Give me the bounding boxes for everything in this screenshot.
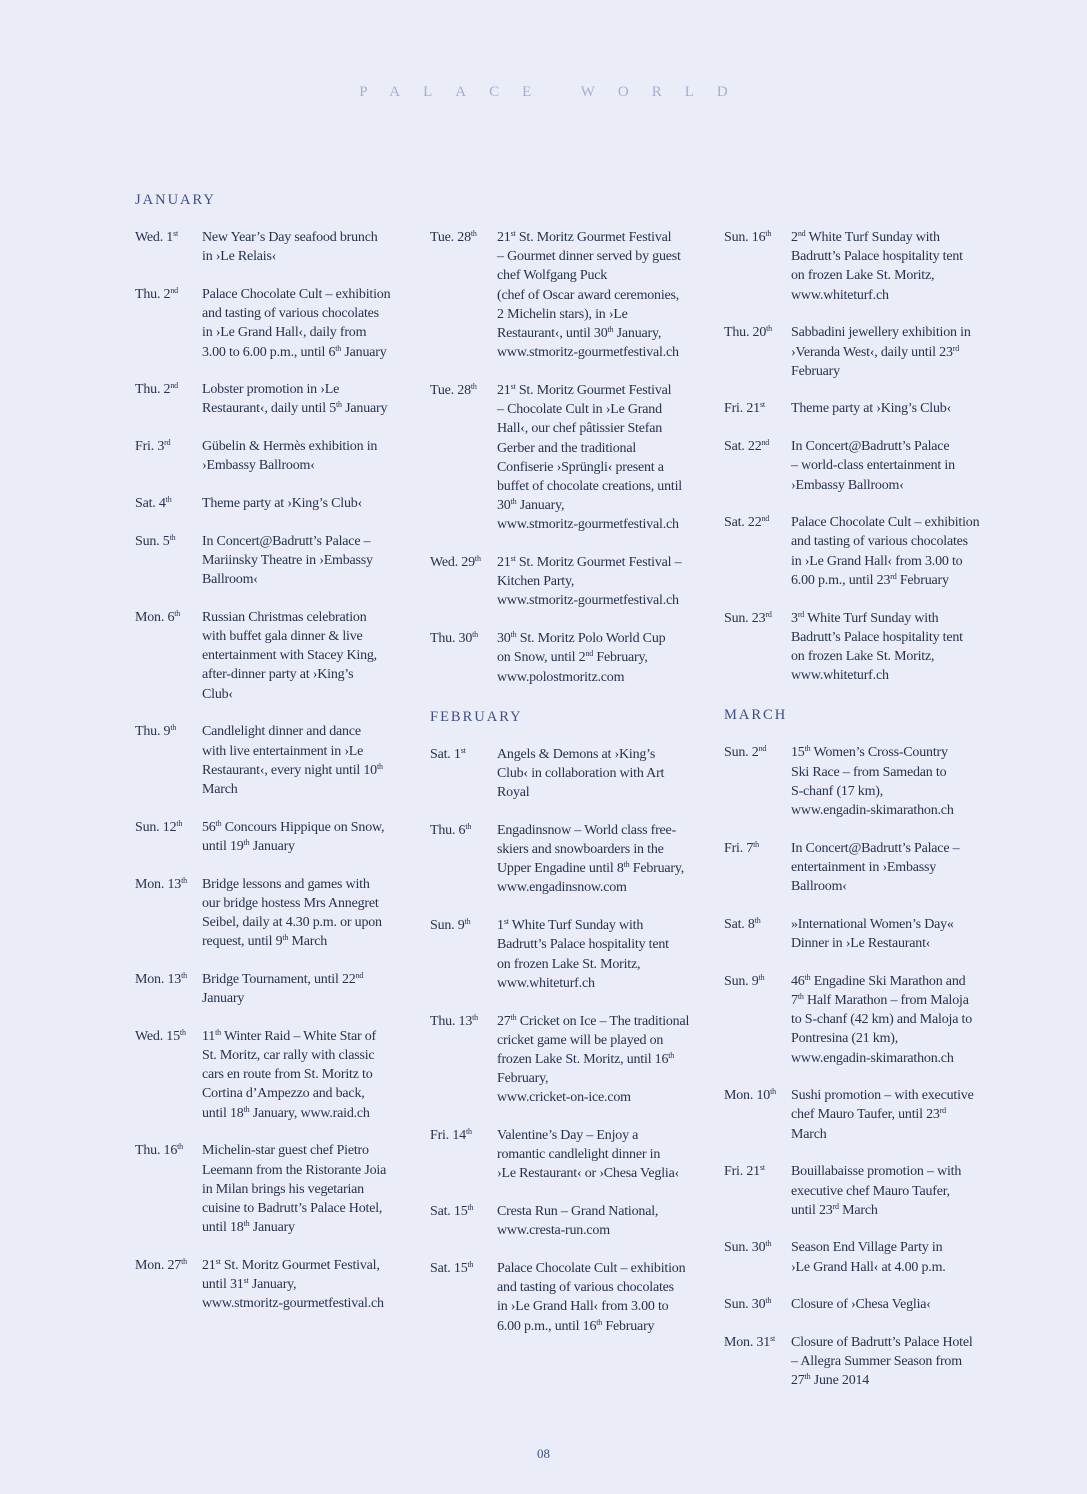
event-line: our bridge hostess Mrs Annegret (202, 895, 379, 911)
event-line: and tasting of various chocolates (497, 1280, 674, 1296)
event-entry (724, 1333, 1014, 1391)
event-line: 3.00 to 6.00 p.m., until 6th January (202, 343, 387, 360)
event-line: – world-class entertainment in (791, 458, 955, 474)
event-line: cars en route from St. Moritz to (202, 1067, 373, 1083)
event-description (202, 437, 420, 475)
event-description (497, 228, 715, 362)
event-line: frozen Lake St. Moritz, until 16th (497, 1050, 675, 1067)
event-line: Cortina d’Ampezzo and back, (202, 1086, 365, 1102)
event-line: ›Embassy Ballroom‹ (202, 458, 315, 474)
event-line: Candlelight dinner and dance (202, 724, 361, 740)
event-line: March (202, 781, 238, 797)
event-entry (724, 1086, 1014, 1144)
event-date: Wed. 29th (430, 554, 481, 571)
event-date: Sat. 22nd (724, 514, 770, 531)
event-line: Badrutt’s Palace hospitality tent (791, 249, 963, 265)
event-entry (724, 1238, 1014, 1276)
event-date: Sat. 8th (724, 915, 761, 932)
event-description (202, 608, 420, 704)
event-entry (135, 608, 420, 704)
event-entry (724, 743, 1014, 820)
event-line: until 31st January, (202, 1276, 297, 1293)
event-line: entertainment in ›Embassy (791, 859, 937, 875)
event-date: Tue. 28th (430, 229, 477, 245)
event-line: Club‹ (202, 686, 233, 702)
event-line: Ballroom‹ (202, 572, 258, 588)
event-date: Wed. 15th (135, 1027, 186, 1044)
event-line: and tasting of various chocolates (791, 534, 968, 550)
event-line: Palace Chocolate Cult – exhibition (791, 515, 980, 531)
event-date: Mon. 13th (135, 875, 187, 892)
event-line: St. Moritz, car rally with classic (202, 1048, 375, 1063)
event-date: Fri. 14th (430, 1127, 472, 1144)
event-description (497, 1259, 715, 1336)
event-line: ›Le Grand Hall‹ at 4.00 p.m. (791, 1259, 946, 1275)
event-line: www.engadinsnow.com (497, 880, 627, 896)
event-description (202, 285, 420, 362)
event-line: Badrutt’s Palace hospitality tent (791, 629, 963, 645)
event-line: Cresta Run – Grand National, (497, 1204, 659, 1220)
event-line: 7th Half Marathon – from Maloja (791, 991, 969, 1008)
event-line: Pontresina (21 km), (791, 1031, 899, 1047)
event-line: request, until 9th March (202, 933, 328, 950)
event-line: – Chocolate Cult in ›Le Grand (497, 402, 662, 418)
event-line: in Milan brings his vegetarian (202, 1181, 364, 1197)
event-date: Sat. 22nd (724, 438, 770, 455)
event-line: to S-chanf (42 km) and Maloja to (791, 1012, 973, 1028)
event-line: – Gourmet dinner served by guest (497, 249, 681, 265)
event-date: Sat. 1st (430, 745, 466, 762)
event-line: www.stmoritz-gourmetfestival.ch (497, 345, 679, 361)
event-entry (430, 916, 715, 993)
event-entry (430, 821, 715, 898)
event-line: until 23rd March (791, 1201, 878, 1218)
event-description (791, 1162, 1014, 1220)
event-line: February, (497, 1071, 549, 1087)
event-line: Theme party at ›King’s Club‹ (791, 401, 952, 417)
event-line: ›Embassy Ballroom‹ (791, 477, 904, 493)
event-date: Sun. 16th (724, 229, 772, 245)
event-date: Thu. 20th (724, 324, 772, 341)
event-date: Fri. 3rd (135, 438, 171, 455)
event-line: 46th Engadine Ski Marathon and (791, 972, 966, 989)
event-line: 21st St. Moritz Gourmet Festival (497, 381, 672, 398)
event-entry (135, 818, 420, 856)
event-entry (724, 915, 1014, 953)
event-description (497, 821, 715, 898)
event-entry (135, 228, 420, 266)
event-description (791, 839, 1014, 897)
event-line: on frozen Lake St. Moritz, (497, 956, 641, 972)
event-line: Confiserie ›Sprüngli‹ present a (497, 459, 664, 475)
event-entry (430, 228, 715, 362)
event-description (497, 1202, 715, 1240)
event-description (202, 875, 420, 952)
event-description (202, 722, 420, 799)
event-date: Mon. 10th (724, 1087, 776, 1104)
event-description (497, 381, 715, 535)
event-entry (135, 1141, 420, 1237)
event-line: Valentine’s Day – Enjoy a (497, 1128, 639, 1144)
event-entry (724, 972, 1014, 1068)
event-date: Fri. 7th (724, 839, 759, 856)
event-line: in ›Le Relais‹ (202, 249, 277, 265)
event-line: »International Women’s Day« (791, 916, 954, 932)
event-line: until 19th January (202, 837, 295, 854)
event-line: 30th St. Moritz Polo World Cup (497, 630, 666, 647)
event-line: Season End Village Party in (791, 1240, 943, 1256)
event-line: and tasting of various chocolates (202, 306, 379, 322)
event-description (497, 916, 715, 993)
event-description (202, 228, 420, 266)
event-date: Thu. 30th (430, 630, 478, 647)
event-entry (135, 970, 420, 1008)
event-line: Theme party at ›King’s Club‹ (202, 496, 363, 512)
event-description (791, 228, 1014, 305)
event-line: 15th Women’s Cross-Country (791, 744, 948, 761)
event-description (791, 1238, 1014, 1276)
event-entry (724, 228, 1014, 305)
event-line: Ballroom‹ (791, 879, 847, 895)
event-line: in ›Le Grand Hall‹, daily from (202, 325, 367, 341)
event-line: in ›Le Grand Hall‹ from 3.00 to (791, 553, 963, 569)
month-heading: JANUARY (135, 192, 216, 208)
event-line: www.cresta-run.com (497, 1223, 610, 1239)
event-line: Closure of Badrutt’s Palace Hotel (791, 1335, 973, 1351)
events-column-3 (724, 190, 1014, 1409)
event-line: entertainment with Stacey King, (202, 648, 377, 664)
event-line: 6.00 p.m., until 16th February (497, 1317, 655, 1334)
event-entry (724, 437, 1014, 495)
event-line: Club‹ in collaboration with Art (497, 765, 665, 781)
event-line: Engadinsnow – World class free- (497, 822, 677, 838)
event-entry (724, 1295, 1014, 1314)
event-date: Thu. 6th (430, 821, 472, 838)
event-line: Hall‹, our chef pâtissier Stefan (497, 421, 663, 437)
event-line: 27th Cricket on Ice – The traditional (497, 1012, 690, 1029)
event-entry (724, 323, 1014, 381)
event-line: ›Veranda West‹, daily until 23rd (791, 343, 960, 360)
events-column-2 (430, 190, 715, 1354)
event-line: 2nd White Turf Sunday with (791, 229, 940, 245)
event-line: after-dinner party at ›King’s (202, 667, 354, 683)
event-entry (724, 839, 1014, 897)
event-date: Sun. 30th (724, 1239, 772, 1256)
event-entry (430, 381, 715, 535)
event-line: – Allegra Summer Season from (791, 1354, 962, 1370)
event-line: www.engadin-skimarathon.ch (791, 1050, 954, 1066)
event-line: Dinner in ›Le Restaurant‹ (791, 935, 931, 951)
event-line: S-chanf (17 km), (791, 783, 884, 799)
event-line: with buffet gala dinner & live (202, 629, 363, 645)
event-date: Sun. 5th (135, 532, 176, 549)
event-line: ›Le Restaurant‹ or ›Chesa Veglia‹ (497, 1166, 680, 1182)
event-entry (135, 380, 420, 418)
event-date: Mon. 31st (724, 1334, 775, 1351)
event-line: Bridge lessons and games with (202, 876, 370, 892)
event-line: Closure of ›Chesa Veglia‹ (791, 1297, 931, 1313)
event-line: January (202, 991, 245, 1007)
event-entry (135, 532, 420, 590)
event-entry (430, 629, 715, 687)
event-entry (724, 513, 1014, 590)
event-date: Thu. 16th (135, 1142, 183, 1159)
event-date: Mon. 6th (135, 608, 181, 625)
event-line: executive chef Mauro Taufer, (791, 1183, 950, 1199)
event-description (202, 1141, 420, 1237)
event-line: 3rd White Turf Sunday with (791, 609, 939, 626)
event-description (202, 532, 420, 590)
event-line: Seibel, daily at 4.30 p.m. or upon (202, 914, 382, 930)
event-line: on frozen Lake St. Moritz, (791, 648, 935, 664)
event-entry (135, 285, 420, 362)
event-line: Restaurant‹, until 30th January, (497, 325, 662, 342)
event-date: Sat. 15th (430, 1260, 474, 1277)
event-description (791, 915, 1014, 953)
event-description (791, 1333, 1014, 1391)
event-description (791, 609, 1014, 686)
event-description (202, 380, 420, 418)
event-line: skiers and snowboarders in the (497, 842, 664, 858)
event-description (791, 743, 1014, 820)
event-line: Restaurant‹, daily until 5th January (202, 400, 388, 417)
event-date: Mon. 13th (135, 970, 187, 987)
event-line: Bridge Tournament, until 22nd (202, 970, 364, 987)
event-date: Thu. 13th (430, 1012, 478, 1029)
event-line: Angels & Demons at ›King’s (497, 746, 656, 762)
event-entry (135, 722, 420, 799)
event-entry (430, 1012, 715, 1108)
event-line: until 18th January (202, 1219, 295, 1236)
event-description (791, 1086, 1014, 1144)
event-date: Thu. 9th (135, 723, 177, 740)
event-line: cricket game will be played on (497, 1032, 664, 1048)
event-line: New Year’s Day seafood brunch (202, 230, 378, 245)
page-header-title: PALACE WORLD (359, 84, 751, 100)
event-line: www.polostmoritz.com (497, 669, 625, 685)
event-description (791, 972, 1014, 1068)
event-line: on Snow, until 2nd February, (497, 649, 648, 666)
month-heading: MARCH (724, 707, 788, 724)
event-description (791, 399, 1014, 418)
event-line: www.stmoritz-gourmetfestival.ch (202, 1296, 384, 1312)
event-entry (135, 1027, 420, 1123)
event-line: 11th Winter Raid – White Star of (202, 1027, 376, 1044)
event-line: Kitchen Party, (497, 574, 575, 590)
event-line: cuisine to Badrutt’s Palace Hotel, (202, 1200, 383, 1216)
events-column-1 (135, 190, 420, 1332)
event-date: Thu. 2nd (135, 381, 178, 398)
event-description (202, 494, 420, 513)
event-line: 30th January, (497, 497, 565, 514)
event-date: Sun. 9th (724, 972, 765, 989)
event-description (791, 323, 1014, 381)
event-date: Wed. 1st (135, 229, 179, 245)
event-line: 6.00 p.m., until 23rd February (791, 571, 949, 588)
event-line: www.cricket-on-ice.com (497, 1090, 631, 1106)
event-entry (135, 494, 420, 513)
month-spacer (724, 190, 1014, 228)
event-line: March (791, 1126, 827, 1142)
event-entry (135, 437, 420, 475)
event-line: romantic candlelight dinner in (497, 1147, 661, 1163)
event-entry (430, 745, 715, 803)
event-line: In Concert@Badrutt’s Palace – (791, 840, 960, 856)
event-entry (430, 1259, 715, 1336)
event-entry (430, 553, 715, 611)
event-description (497, 745, 715, 803)
event-line: on frozen Lake St. Moritz, (791, 268, 935, 284)
event-line: Gübelin & Hermès exhibition in (202, 439, 378, 455)
event-line: buffet of chocolate creations, until (497, 478, 682, 494)
event-line: Mariinsky Theatre in ›Embassy (202, 552, 373, 568)
event-line: 21st St. Moritz Gourmet Festival (497, 229, 672, 245)
event-date: Sun. 9th (430, 917, 471, 934)
event-line: 27th June 2014 (791, 1372, 870, 1389)
event-line: 1st White Turf Sunday with (497, 917, 644, 934)
event-entry (135, 875, 420, 952)
event-line: Upper Engadine until 8th February, (497, 860, 685, 877)
event-line: In Concert@Badrutt’s Palace (791, 439, 950, 455)
event-date: Tue. 28th (430, 381, 477, 398)
event-date: Sat. 4th (135, 495, 172, 512)
event-line: 56th Concours Hippique on Snow, (202, 818, 385, 835)
event-entry (724, 399, 1014, 418)
event-date: Fri. 21st (724, 400, 765, 417)
event-line: Russian Christmas celebration (202, 609, 367, 625)
event-line: www.whiteturf.ch (791, 668, 889, 684)
event-line: Michelin-star guest chef Pietro (202, 1143, 369, 1159)
event-date: Sat. 15th (430, 1203, 474, 1220)
event-line: Leemann from the Ristorante Joia (202, 1162, 387, 1178)
event-entry (135, 1256, 420, 1314)
event-line: Bouillabaisse promotion – with (791, 1164, 962, 1180)
event-description (202, 1256, 420, 1314)
event-line: Restaurant‹, every night until 10th (202, 761, 383, 778)
event-description (791, 1295, 1014, 1314)
page-number: 08 (537, 1446, 550, 1461)
event-date: Sun. 2nd (724, 744, 767, 761)
event-line: (chef of Oscar award ceremonies, (497, 287, 680, 303)
event-line: Palace Chocolate Cult – exhibition (497, 1261, 686, 1277)
event-entry (430, 1202, 715, 1240)
event-line: until 18th January, www.raid.ch (202, 1104, 370, 1121)
event-line: 21st St. Moritz Gourmet Festival – (497, 554, 682, 571)
event-line: Sushi promotion – with executive (791, 1088, 974, 1104)
event-date: Sun. 30th (724, 1296, 772, 1313)
event-line: Palace Chocolate Cult – exhibition (202, 286, 391, 302)
event-description (497, 1126, 715, 1184)
event-line: In Concert@Badrutt’s Palace – (202, 533, 371, 549)
event-date: Sun. 12th (135, 818, 183, 835)
event-description (497, 629, 715, 687)
event-line: 21st St. Moritz Gourmet Festival, (202, 1256, 380, 1273)
event-description (202, 818, 420, 856)
event-line: with live entertainment in ›Le (202, 743, 364, 759)
event-entry (430, 1126, 715, 1184)
event-description (497, 1012, 715, 1108)
event-date: Thu. 2nd (135, 285, 178, 302)
event-entry (724, 1162, 1014, 1220)
event-entry (724, 609, 1014, 686)
event-description (791, 513, 1014, 590)
event-description (202, 1027, 420, 1123)
event-line: Badrutt’s Palace hospitality tent (497, 937, 669, 953)
event-line: Gerber and the traditional (497, 440, 637, 456)
event-line: Royal (497, 785, 530, 801)
event-line: 2 Michelin stars), in ›Le (497, 306, 628, 322)
event-line: www.whiteturf.ch (791, 287, 889, 303)
event-line: Sabbadini jewellery exhibition in (791, 325, 971, 341)
event-date: Sun. 23rd (724, 609, 772, 626)
event-line: www.stmoritz-gourmetfestival.ch (497, 593, 679, 609)
event-line: in ›Le Grand Hall‹ from 3.00 to (497, 1299, 669, 1315)
event-line: Lobster promotion in ›Le (202, 382, 340, 398)
event-line: www.whiteturf.ch (497, 975, 595, 991)
event-date: Mon. 27th (135, 1256, 187, 1273)
event-line: chef Mauro Taufer, until 23rd (791, 1106, 946, 1123)
event-line: Ski Race – from Samedan to (791, 764, 947, 780)
event-date: Fri. 21st (724, 1163, 765, 1180)
event-description (202, 970, 420, 1008)
event-line: www.engadin-skimarathon.ch (791, 802, 954, 818)
month-heading: FEBRUARY (430, 708, 523, 725)
month-spacer (430, 190, 715, 228)
event-line: chef Wolfgang Puck (497, 268, 608, 284)
event-line: February (791, 363, 840, 379)
event-description (791, 437, 1014, 495)
event-description (497, 553, 715, 611)
event-line: www.stmoritz-gourmetfestival.ch (497, 517, 679, 533)
